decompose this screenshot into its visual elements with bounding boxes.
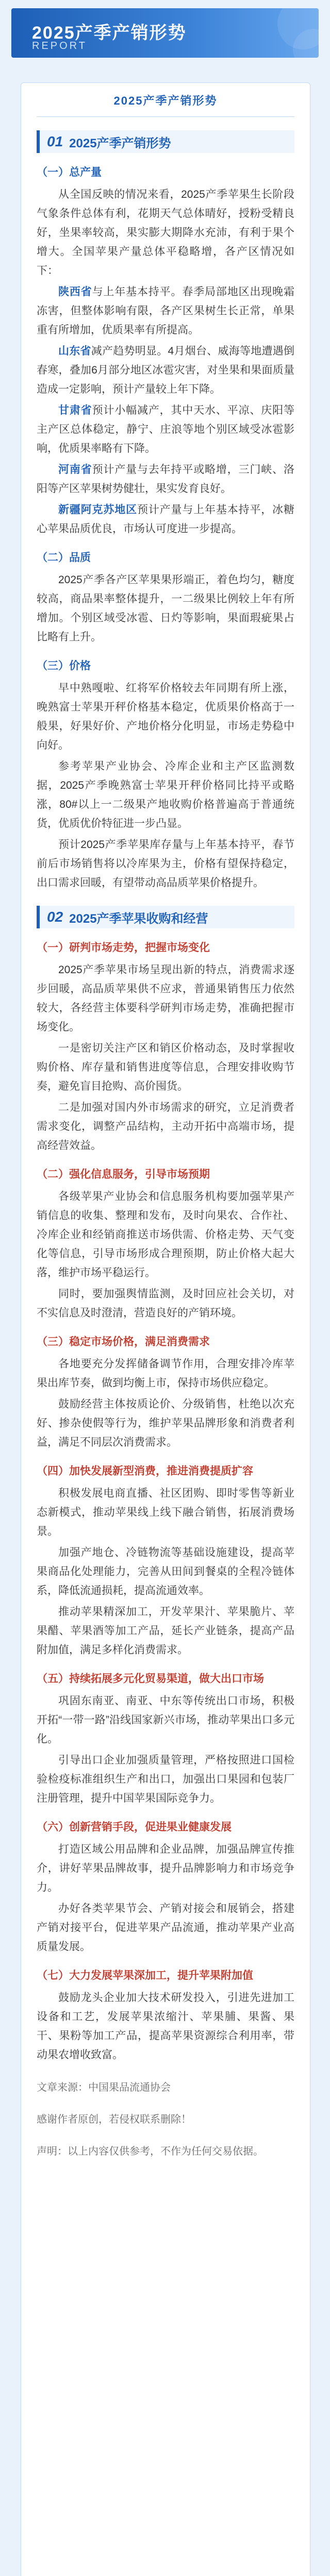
paragraph: 办好各类苹果节会、产销对接会和展销会，搭建产销对接平台，促进苹果产品流通，推动苹果产业高质量发展。 xyxy=(37,1903,294,1953)
subheading: （三）稳定市场价格，满足消费需求 xyxy=(37,1336,210,1348)
paragraph: 从全国反映的情况来看，2025产季苹果生长阶段气象条件总体有利，花期天气总体晴好，授粉受精良好，坐果率较高，果实膨大期降水充沛，有利于果个增大。全国苹果产量总体平稳略增，各产区情况如下： xyxy=(37,189,294,277)
subheading: （二）强化信息服务，引导市场预期 xyxy=(37,1168,210,1180)
subheading: （四）加快发展新型消费，推进消费提质扩容 xyxy=(37,1465,253,1477)
section-title: 2025产季产销形势 xyxy=(69,136,171,150)
paragraph: 同时，要加强舆情监测，及时回应社会关切，对不实信息及时澄清，营造良好的产销环境。 xyxy=(37,1288,294,1319)
header-banner xyxy=(11,8,319,58)
region-label: 河南省 xyxy=(58,464,92,476)
paragraph: 二是加强对国内外市场需求的研究，立足消费者需求变化，调整产品结构，主动开拓中高端市场，提高经营效益。 xyxy=(37,1101,294,1151)
subheading: （七）大力发展苹果深加工，提升苹果附加值 xyxy=(37,1970,253,1981)
paragraph-region xyxy=(37,342,294,399)
paragraph: 2025产季苹果市场呈现出新的特点，消费需求逐步回暖，高品质苹果供不应求，普通果销售压力依然较大，各经营主体要科学研判市场走势，准确把握市场变化。 xyxy=(37,964,294,1033)
paragraph-region xyxy=(37,500,294,538)
subheading: （六）创新营销手段，促进果业健康发展 xyxy=(37,1821,232,1833)
paragraph: 预计2025产季苹果库存量与上年基本持平，春节前后市场销售将以冷库果为主，价格有望保持稳定，出口需求回暖，有望带动高品质苹果价格提升。 xyxy=(37,839,294,889)
region-label: 山东省 xyxy=(58,345,91,357)
paragraph: 参考苹果产业协会、冷库企业和主产区监测数据，2025产季晚熟富士苹果开秤价格同比持平或略涨，80#以上一二级果产地收购价格普遍高于普通统货，优质优价特征进一步凸显。 xyxy=(37,760,294,829)
report-content xyxy=(21,130,310,2160)
paragraph: 积极发展电商直播、社区团购、即时零售等新业态新模式，推动苹果线上线下融合销售，拓展消费场景。 xyxy=(37,1487,294,1537)
paragraph: 推动苹果精深加工，开发苹果汁、苹果脆片、苹果醋、苹果酒等加工产品，延长产业链条，提高产品附加值，满足多样化消费需求。 xyxy=(37,1606,294,1656)
paragraph: 各级苹果产业协会和信息服务机构要加强苹果产销信息的收集、整理和发布，及时向果农、合作社、冷库企业和经销商推送市场供需、价格走势、天气变化等信息，引导市场形成合理预期，防止价格大起大落，维护市场平稳运行。 xyxy=(37,1191,294,1279)
section-header-2 xyxy=(37,906,294,928)
region-label: 陕西省 xyxy=(58,286,92,298)
source-line: 文章来源：中国果品流通协会 xyxy=(37,2082,171,2093)
paragraph: 巩固东南亚、南亚、中东等传统出口市场，积极开拓“一带一路”沿线国家新兴市场，推动苹果出口多元化。 xyxy=(37,1695,294,1745)
paragraph: 加强产地仓、冷链物流等基础设施建设，提高苹果商品化处理能力，完善从田间到餐桌的全程冷链体系，降低流通损耗，提高流通效率。 xyxy=(37,1547,294,1597)
subheading-output: （一）总产量 xyxy=(37,166,102,178)
paragraph-region xyxy=(37,401,294,458)
paragraph: 早中熟嘎啦、红将军价格较去年同期有所上涨，晚熟富士苹果开秤价格基本稳定，优质果价格高于一般果，好果好价、产地价格分化明显，市场走势稳中向好。 xyxy=(37,682,294,751)
disclaimer-line: 声明：以上内容仅供参考，不作为任何交易依据。 xyxy=(37,2146,263,2157)
card-title: 2025产季产销形势 xyxy=(113,94,218,107)
section-number: 02 xyxy=(47,909,63,925)
region-label: 甘肃省 xyxy=(58,404,92,416)
paragraph-region xyxy=(37,460,294,498)
section-number: 01 xyxy=(47,133,63,149)
region-label: 新疆阿克苏地区 xyxy=(58,504,137,516)
subheading: （一）研判市场走势，把握市场变化 xyxy=(37,942,210,954)
section-title: 2025产季苹果收购和经营 xyxy=(69,911,208,926)
header-subtitle: REPORT xyxy=(32,40,87,52)
report-card xyxy=(21,82,310,2576)
paragraph-text: 与上年基本持平。春季局部地区出现晚霜冻害，但整体影响有限，各产区果树生长正常，单果重有所增加，优质果率有所提高。 xyxy=(37,286,295,336)
subheading: （五）持续拓展多元化贸易渠道，做大出口市场 xyxy=(37,1673,264,1685)
paragraph: 引导出口企业加强质量管理，严格按照进口国检验检疫标准组织生产和出口，加强出口果园和包装厂注册管理，提升中国苹果国际竞争力。 xyxy=(37,1754,294,1804)
paragraph: 一是密切关注产区和销区价格动态，及时掌握收购价格、库存量和销售进度等信息，合理安排收购节奏，避免盲目抢购、高价囤货。 xyxy=(37,1042,294,1092)
header-title: 2025产季产销形势 xyxy=(32,23,187,43)
paragraph-region xyxy=(37,282,294,340)
banner-decoration xyxy=(246,8,319,58)
subheading-quality: （二）品质 xyxy=(37,552,91,564)
paragraph-text: 预计产量与去年持平或略增，三门峡、洛阳等产区苹果树势健壮，果实发育良好。 xyxy=(37,464,295,495)
thanks-line: 感谢作者原创，若侵权联系删除！ xyxy=(37,2114,191,2125)
paragraph: 2025产季各产区苹果果形端正，着色均匀，糖度较高，商品果率整体提升，一二级果比例较上年有所增加。个别区域受冰雹、日灼等影响，果面瑕疵果占比略有上升。 xyxy=(37,574,294,643)
paragraph: 鼓励龙头企业加大技术研发投入，引进先进加工设备和工艺，发展苹果浓缩汁、苹果脯、果酱、果干、果粉等加工产品，提高苹果资源综合利用率，带动果农增收致富。 xyxy=(37,1992,294,2061)
paragraph-text: 预计小幅减产，其中天水、平凉、庆阳等主产区总体稳定，静宁、庄浪等地个别区域受冰雹影响，优质果率略有下降。 xyxy=(37,404,295,454)
section-header-1 xyxy=(37,130,294,153)
paragraph-text: 预计产量与上年基本持平，冰糖心苹果品质优良，市场认可度进一步提高。 xyxy=(37,504,295,535)
paragraph: 鼓励经营主体按质论价、分级销售，杜绝以次充好、掺杂使假等行为，维护苹果品牌形象和消费者利益，满足不同层次消费需求。 xyxy=(37,1398,294,1448)
paragraph: 打造区域公用品牌和企业品牌，加强品牌宣传推介，讲好苹果品牌故事，提升品牌影响力和市场竞争力。 xyxy=(37,1843,294,1893)
paragraph-text: 减产趋势明显。4月烟台、威海等地遭遇倒春寒，叠加6月部分地区冰雹灾害，对坐果和果面质量造成一定影响，预计产量较上年下降。 xyxy=(37,345,294,395)
paragraph: 各地要充分发挥储备调节作用，合理安排冷库苹果出库节奏，做到均衡上市，保持市场供应稳定。 xyxy=(37,1358,294,1389)
divider xyxy=(37,116,294,117)
subheading-price: （三）价格 xyxy=(37,660,91,672)
